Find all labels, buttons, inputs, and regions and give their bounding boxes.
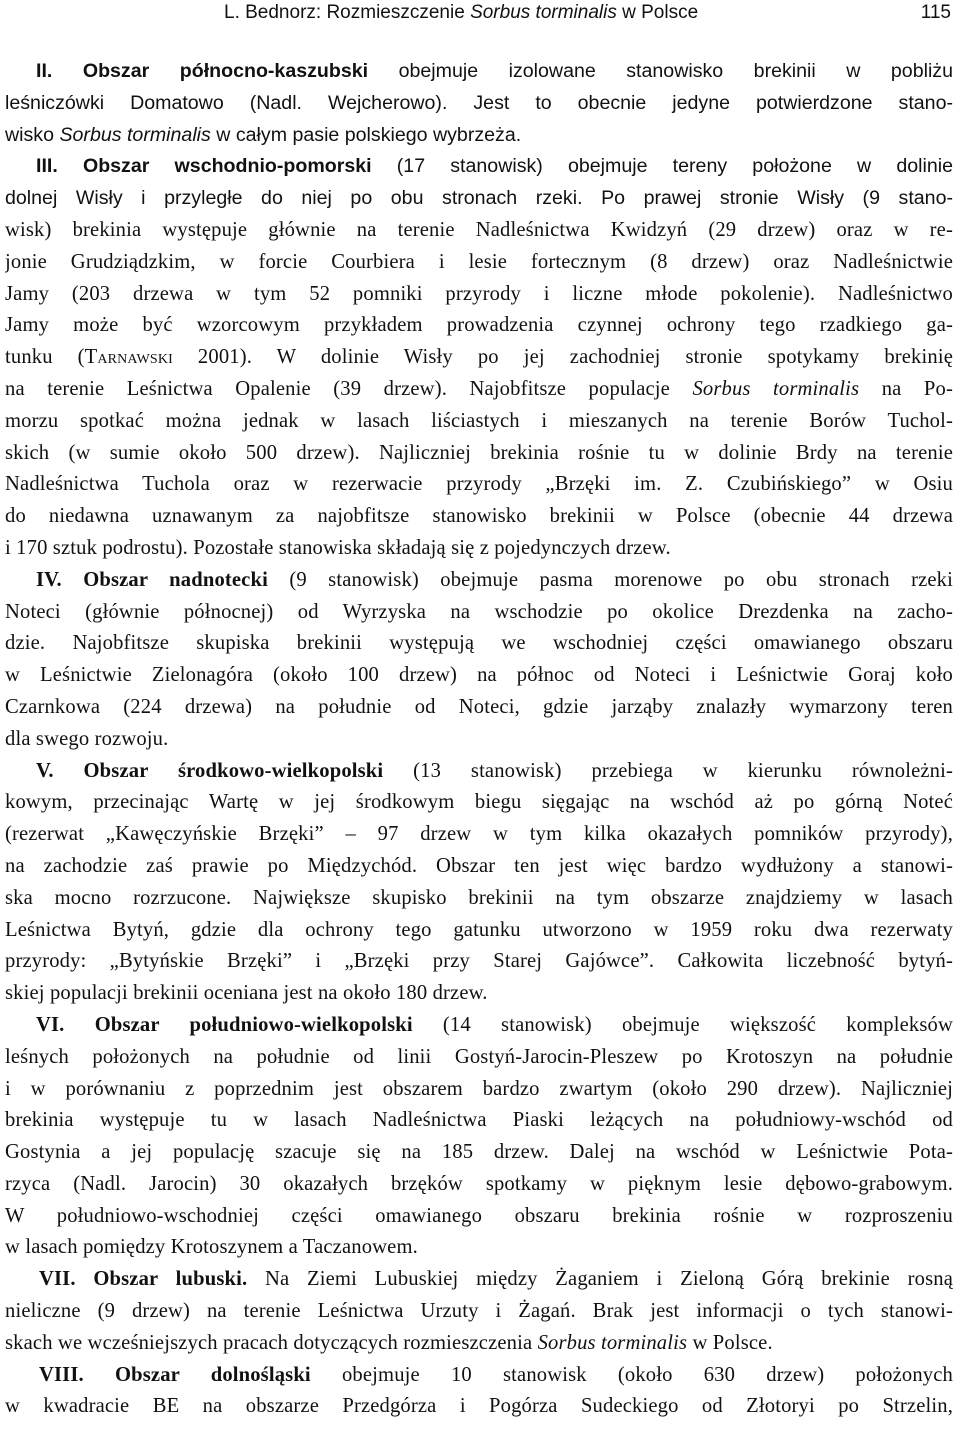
text-line: i 170 sztuk podrostu). Pozostałe stanowiska składają się z pojedynczych drzew. [5,536,671,559]
text-line: Jamy (203 drzewa w tym 52 pomniki przyrody i liczne młode pokolenie). Nadleśnictwo [5,282,953,305]
region-heading: IV. Obszar nadnotecki [36,568,268,591]
text-line: brekinia występuje tu w lasach Nadleśnictwa Piaski leżących na południowy-wschód od [5,1109,953,1132]
text-line: na zachodzie zaś prawie po Międzychód. Obszar ten jest więc bardzo wydłużony a stanowi- [5,854,953,877]
running-head [5,0,953,28]
text-line: przyrody: „Bytyńskie Brzęki” i „Brzęki przy Starej Gajówce”. Całkowita liczebność bytyń- [5,950,953,973]
text-line: w Leśnictwie Zielonagóra (około 100 drzew) na północ od Noteci i Leśnictwie Goraj koło [5,664,953,687]
species-name: Sorbus torminalis [537,1331,688,1354]
text-line: kowym, przecinając Wartę w jej środkowym biegu sięgając na wschód aż po górną Noteć [5,791,953,814]
text-line: jonie Grudziądzkim, w forcie Courbiera i lesie fortecznym (8 drzew) oraz Nadleśnictwie [5,250,953,273]
text-line: Nadleśnictwa Tuchola oraz w rezerwacie przyrody „Brzęki im. Z. Czubińskiego” w Osiu [5,473,953,496]
text-line: wisk) brekinia występuje głównie na terenie Nadleśnictwa Kwidzyń (29 drzew) oraz w re- [5,218,953,241]
text-line: dolnej Wisły i przyległe do niej po obu stronach rzeki. Po prawej stronie Wisły (9 stano- [5,187,953,210]
text-line: skich (w sumie około 500 drzew). Najliczniej brekinia rośnie tu w dolinie Brdy na terenie [5,441,953,464]
text-line: skach we wcześniejszych pracach dotyczących rozmieszczenia Sorbus torminalis w Polsce. [5,1331,773,1354]
citation-author: Tarnawski [84,346,173,369]
region-heading: II. Obszar północno-kaszubski [36,60,369,82]
text-line: VIII. Obszar dolnośląski obejmuje 10 stanowisk (około 630 drzew) położonych [39,1363,953,1386]
page-number: 115 [920,2,951,23]
text-line: leśnych położonych na południe od linii Gostyń-Jarocin-Pleszew po Krotoszyn na południe [5,1045,953,1068]
species-name: Sorbus torminalis [59,123,211,146]
text-line: W południowo-wschodniej części omawianego obszaru brekinia rośnie w rozproszeniu [5,1204,953,1227]
text-line: dla swego rozwoju. [5,727,169,750]
text-line: na terenie Leśnictwa Opalenie (39 drzew). Najobfitsze populacje Sorbus torminalis na Po- [5,377,953,400]
region-heading: VI. Obszar południowo-wielkopolski [36,1013,413,1036]
text-line: skiej populacji brekinii oceniana jest na około 180 drzew. [5,982,488,1005]
text-line: Leśnictwa Bytyń, gdzie dla ochrony tego gatunku utworzono w 1959 roku dwa rezerwaty [5,918,953,941]
text-line: V. Obszar środkowo-wielkopolski (13 stanowisk) przebiega w kierunku równoleżni- [36,759,953,782]
text-line: Gostynia a jej populację szacuje się na 185 drzew. Dalej na wschód w Leśnictwie Pota- [5,1141,953,1164]
text-line: tunku (Tarnawski 2001). W dolinie Wisły po jej zachodniej stronie spotykamy brekinię [5,346,953,369]
text-line: leśniczówki Domatowo (Nadl. Wejcherowo). Jest to obecnie jedyne potwierdzone stano- [5,91,953,114]
text-line: w kwadracie BE na obszarze Przedgórza i Pogórza Sudeckiego od Złotoryi po Strzelin, [5,1395,953,1418]
region-heading: VIII. Obszar dolnośląski [39,1363,311,1386]
text-line: VI. Obszar południowo-wielkopolski (14 stanowisk) obejmuje większość kompleksów [36,1013,953,1036]
text-line: morzu spotkać można jednak w lasach liściastych i mieszanych na terenie Borów Tuchol- [5,409,953,432]
text-line: IV. Obszar nadnotecki (9 stanowisk) obejmuje pasma morenowe po obu stronach rzeki [36,568,953,591]
text-line: wisko Sorbus torminalis w całym pasie polskiego wybrzeża. [5,123,522,146]
species-name: Sorbus torminalis [692,377,860,400]
text-line: Czarnkowa (224 drzewa) na południe od Noteci, gdzie jarząby znalazły wymarzony teren [5,695,953,718]
text-line: i w porównaniu z poprzednim jest obszarem bardzo zwartym (około 290 drzew). Najliczniej [5,1077,953,1100]
text-line: VII. Obszar lubuski. Na Ziemi Lubuskiej między Żaganiem i Zieloną Górą brekinie rosną [39,1268,953,1291]
running-title-author: L. Bednorz: Rozmieszczenie [224,2,471,23]
text-line: Noteci (głównie północnej) od Wyrzyska na wschodzie po okolice Drezdenka na zacho- [5,600,953,623]
running-title-species: Sorbus torminalis [470,2,617,23]
text-line: (rezerwat „Kawęczyńskie Brzęki” – 97 drzew w tym kilka okazałych pomników przyrody), [5,823,953,846]
region-heading: V. Obszar środkowo-wielkopolski [36,759,384,782]
text-line: ska mocno rozrzucone. Największe skupisko brekinii na tym obszarze znajdziemy w lasach [5,886,953,909]
region-heading: III. Obszar wschodnio-pomorski [36,155,372,178]
text-line: II. Obszar północno-kaszubski obejmuje izolowane stanowisko brekinii w pobliżu [36,60,953,82]
text-line: rzyca (Nadl. Jarocin) 30 okazałych brzęków spotkamy w pięknym lesie dębowo-grabowym. [5,1172,953,1195]
running-title [5,0,698,28]
text-line: Jamy może być wzorcowym przykładem prowadzenia czynnej ochrony tego rzadkiego ga- [5,314,953,337]
text-line: III. Obszar wschodnio-pomorski (17 stanowisk) obejmuje tereny położone w dolinie [36,155,953,178]
text-line: nieliczne (9 drzew) na terenie Leśnictwa Urzuty i Żagań. Brak jest informacji o tych stanowi- [5,1300,953,1323]
text-line: w lasach pomiędzy Krotoszynem a Taczanowem. [5,1236,418,1259]
text-line: dzie. Najobfitsze skupiska brekinii występują we wschodniej części omawianego obszaru [5,632,953,655]
region-heading: VII. Obszar lubuski. [39,1268,248,1291]
body-text [5,56,953,1423]
text-line: do niedawna uznawanym za najobfitsze stanowisko brekinii w Polsce (obecnie 44 drzewa [5,505,953,528]
running-title-suffix: w Polsce [616,2,699,23]
